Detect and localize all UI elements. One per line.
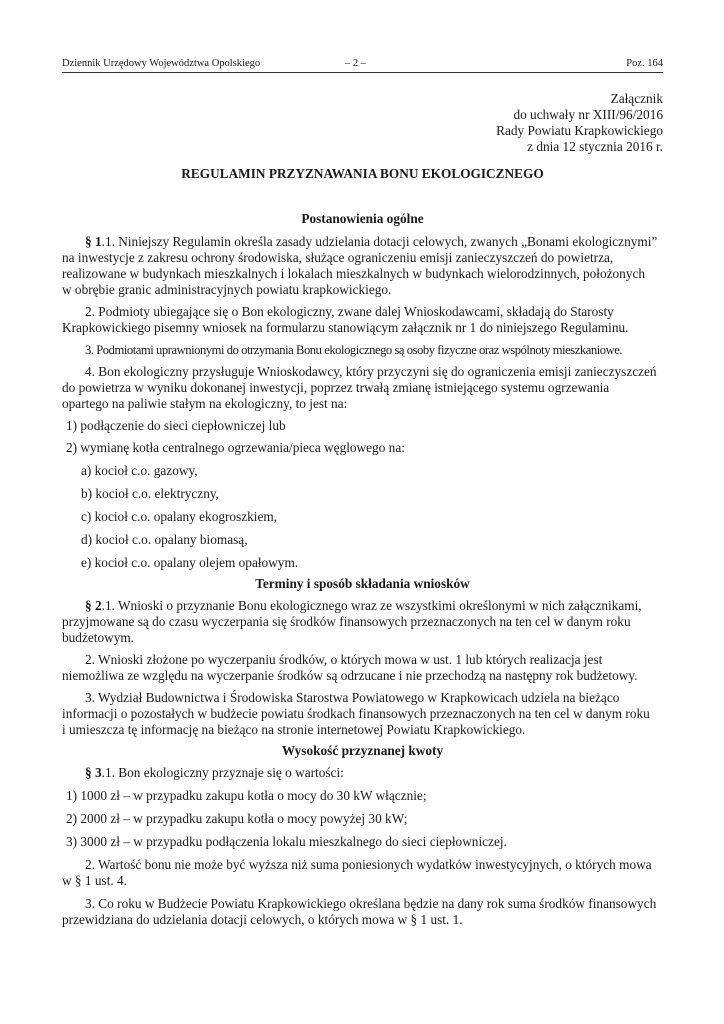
line: informacji o pozostałych w budżecie powiatu środkach finansowych przeznaczonych na ten cel w danym roku xyxy=(62,706,650,721)
line: w § 1 ust. 4. xyxy=(62,873,128,888)
position-number: Poz. 164 xyxy=(626,58,663,69)
running-header xyxy=(62,58,663,73)
page-number: – 2 – xyxy=(345,58,366,69)
line: Krapkowickiego pisemny wniosek na formularzu stanowiącym załącznik nr 1 do niniejszego Regulaminu. xyxy=(62,320,629,335)
list-item: 1) 1000 zł – w przypadku zakupu kotła o mocy do 30 kW włącznie; xyxy=(66,788,427,803)
line: § 1.1. Niniejszy Regulamin określa zasady udzielania dotacji celowych, zwanych „Bonami ekologicznymi” xyxy=(85,234,658,249)
sub-list-item: e) kocioł c.o. opalany olejem opałowym. xyxy=(81,555,299,570)
list-item: 3) 3000 zł – w przypadku podłączenia lokalu mieszkalnego do sieci ciepłowniczej. xyxy=(66,834,507,849)
line: niemożliwa ze względu na wyczerpanie środków są odrzucane i nie przechodzą na następny rok budżetowy. xyxy=(62,668,638,683)
annex-line: Rady Powiatu Krapkowickiego xyxy=(496,123,663,138)
line: na inwestycje z zakresu ochrony środowiska, służące ograniczeniu emisji zanieczyszczeń do powietrza, xyxy=(62,250,614,265)
line: 2. Wnioski złożone po wyczerpaniu środków, o których mowa w ust. 1 lub których realizacja jest xyxy=(85,652,603,667)
line: § 2.1. Wnioski o przyznanie Bonu ekologicznego wraz ze wszystkimi określonymi w nich załącznikami, xyxy=(85,598,642,613)
line: i umieszcza tę informację na bieżąco na stronie internetowej Powiatu Krapkowickiego. xyxy=(62,722,526,737)
line: 4. Bon ekologiczny przysługuje Wnioskodawcy, który przyczyni się do ograniczenia emisji zanieczyszczeń xyxy=(85,364,657,379)
paragraph-1-2 xyxy=(62,304,663,336)
line: przyjmowane są do czasu wyczerpania się środków finansowych przeznaczonych na ten cel w danym roku xyxy=(62,614,631,629)
paragraph-2-3 xyxy=(62,690,663,738)
line: przewidziana do udzielania dotacji celowych, o których mowa w § 1 ust. 1. xyxy=(62,912,463,927)
line: 2. Podmioty ubiegające się o Bon ekologiczny, zwane dalej Wnioskodawcami, składają do Starosty xyxy=(85,304,614,319)
line: 3. Wydział Budownictwa i Środowiska Starostwa Powiatowego w Krapkowicach udziela na bieżąco xyxy=(85,690,620,705)
paragraph-mark: § 1 xyxy=(85,234,102,249)
line: 3. Co roku w Budżecie Powiatu Krapkowickiego określana będzie na dany rok suma środków finansowych xyxy=(85,896,657,911)
document-page xyxy=(62,58,663,928)
paragraph-3-2 xyxy=(62,857,663,889)
paragraph-2-2 xyxy=(62,652,663,684)
section-heading: Postanowienia ogólne xyxy=(301,211,424,226)
sub-list-item: c) kocioł c.o. opalany ekogroszkiem, xyxy=(81,509,278,524)
line: budżetowym. xyxy=(62,630,135,645)
annex-line: z dnia 12 stycznia 2016 r. xyxy=(527,139,663,154)
list-item: 2) 2000 zł – w przypadku zakupu kotła o mocy powyżej 30 kW; xyxy=(66,811,408,826)
line: realizowane w budynkach mieszkalnych i lokalach mieszkalnych w budynkach wielorodzinnych, położonych xyxy=(62,266,646,281)
list-item: 1) podłączenie do sieci ciepłowniczej lub xyxy=(66,418,286,433)
paragraph-3-1: § 3.1. Bon ekologiczny przyznaje się o wartości: xyxy=(85,765,344,780)
sub-list-item: d) kocioł c.o. opalany biomasą, xyxy=(81,532,248,547)
list-item: 2) wymianę kotła centralnego ogrzewania/pieca węglowego na: xyxy=(66,440,405,455)
line: w obrębie granic administracyjnych powiatu krapkowickiego. xyxy=(62,282,392,297)
annex-block xyxy=(62,91,663,155)
sub-list-item: a) kocioł c.o. gazowy, xyxy=(81,463,198,478)
journal-name: Dziennik Urzędowy Województwa Opolskiego xyxy=(62,58,261,69)
paragraph-1-3: 3. Podmiotami uprawnionymi do otrzymania Bonu ekologicznego są osoby fizyczne oraz wspólnoty mieszkaniowe. xyxy=(85,343,623,357)
annex-line: Załącznik xyxy=(610,91,663,106)
annex-line: do uchwały nr XIII/96/2016 xyxy=(513,107,663,122)
document-title: REGULAMIN PRZYZNAWANIA BONU EKOLOGICZNEGO xyxy=(181,166,544,181)
line: do powietrza w wyniku dokonanej inwestycji, poprzez trwałą zmianę istniejącego systemu ogrzewania xyxy=(62,380,610,395)
paragraph-1-4 xyxy=(62,364,663,412)
paragraph-mark: § 3 xyxy=(85,765,102,780)
section-heading: Terminy i sposób składania wniosków xyxy=(255,576,470,591)
section-heading: Wysokość przyznanej kwoty xyxy=(281,743,444,758)
paragraph-2-1 xyxy=(62,598,663,646)
paragraph-1-1 xyxy=(62,234,663,298)
sub-list-item: b) kocioł c.o. elektryczny, xyxy=(81,486,219,501)
paragraph-mark: § 2 xyxy=(85,598,102,613)
paragraph-3-3 xyxy=(62,896,663,928)
line: 2. Wartość bonu nie może być wyższa niż suma poniesionych wydatków inwestycyjnych, o których mowa xyxy=(85,857,652,872)
line: opartego na paliwie stałym na ekologiczny, to jest na: xyxy=(62,396,348,411)
